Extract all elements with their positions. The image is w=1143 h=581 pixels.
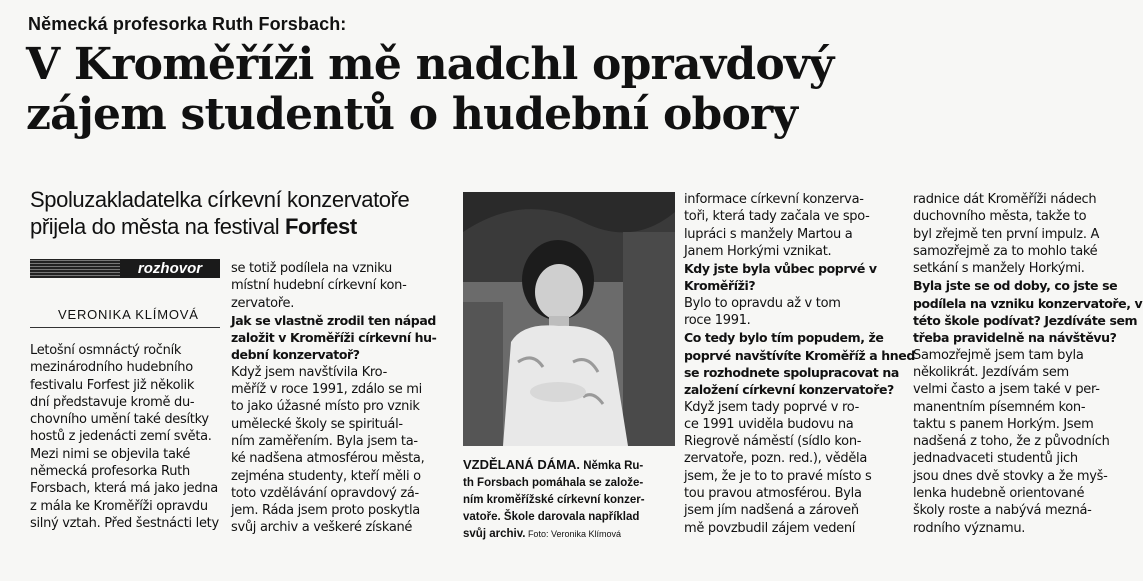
text-line: Co tedy bylo tím popudem, že [684,330,884,346]
text-line: mě povzbudil zájem vedení [684,520,856,536]
text-line: zervatoře. [231,295,295,311]
deck-text: přijela do města na festival [30,214,285,239]
text-line: Byla jste se od doby, co jste se [913,278,1118,294]
text-line: jsem, že je to to pravé místo s [684,468,872,484]
text-line: lenka hudebně orientované [913,486,1085,502]
headline-line: V Kroměříži mě nadchl opravdový [26,39,834,90]
text-line: zervatoře, pozn. red.), věděla [684,451,868,467]
text-line: festivalu Forfest již několik [30,377,195,393]
text-column-1 [30,342,219,532]
text-line: Když jsem navštívila Kro- [231,364,387,380]
photo-caption [463,456,645,543]
caption-text: svůj archiv. [463,528,526,540]
text-line: dní představuje kromě du- [30,394,195,410]
text-line: měříž v roce 1991, zdálo se mi [231,382,422,398]
text-line: Riegrově náměstí (sídlo kon- [684,434,862,450]
text-line: z mála ke Kroměříži opravdu [30,498,208,514]
text-line: ním zaměřením. Byla jsem ta- [231,433,418,449]
caption-line [463,456,645,475]
text-line: školy roste a nabývá mezná- [913,503,1092,519]
caption-line [463,475,645,492]
text-line: toři, která tady začala ve spo- [684,209,870,225]
text-line: třeba pravidelně na návštěvu? [913,330,1117,346]
text-line: hostů z jedenácti zemí světa. [30,429,212,445]
text-line: Samozřejmě jsem tam byla [913,347,1084,363]
headline-line: zájem studentů o hudební obory [26,89,798,140]
text-column-4 [913,191,1142,537]
text-line: založení církevní konzervatoře? [684,382,894,398]
text-line: tou pravou atmosférou. Byla [684,486,862,502]
text-line: založit v Kroměříži církevní hu- [231,330,437,346]
text-column-3 [684,191,915,537]
text-line: Forsbach, která má jako jedna [30,481,218,497]
text-line: zejména studenty, kteří měli o [231,468,421,484]
text-line: Kroměříži? [684,278,756,294]
text-line: dební konzervatoř? [231,347,360,363]
text-line: toto vzdělávání opravdový zá- [231,485,419,501]
deck-line [30,213,409,240]
caption-text: vatoře. Škole darovala například [463,511,640,523]
caption-line [463,492,645,509]
text-line: setkání s manžely Horkými. [913,261,1085,277]
portrait-illustration [463,192,675,446]
text-line: se totiž podílela na vzniku [231,261,392,276]
text-line: Kdy jste byla vůbec poprvé v [684,261,877,277]
text-line: mezinárodního hudebního [30,360,193,376]
text-line: se rozhodnete spolupracovat na [684,364,899,380]
text-line: jsem jím nadšená a zároveň [684,503,859,519]
text-line: jsou dnes dvě stovky a že myš- [913,468,1108,484]
portrait-photo [463,192,675,446]
text-line: samozřejmě za to mohlo také [913,243,1098,259]
text-line: ké nadšena atmosférou města, [231,451,425,467]
deck-line: Spoluzakladatelka církevní konzervatoře [30,187,410,212]
text-line: Janem Horkými vznikat. [684,243,832,259]
text-line: jednadvaceti studentů jich [913,451,1078,467]
text-line: to jako úžasné místo pro vznik [231,399,420,415]
section-tag: rozhovor [120,259,220,278]
text-line: velmi často a jsem také v per- [913,382,1100,398]
text-line: Když jsem tady poprvé v ro- [684,399,860,415]
text-line: chovního umění také desítky [30,412,209,428]
text-line: ce 1991 uviděla budovu na [684,416,854,432]
text-line: rodního významu. [913,520,1026,536]
caption-line [463,509,645,526]
photo-credit: Foto: Veronika Klímová [525,529,621,539]
text-line: německá profesorka Ruth [30,464,190,480]
text-column-2 [231,260,436,537]
text-line: Mezi nimi se objevila také [30,446,191,462]
caption-text: ním kroměřížské církevní konzer- [463,494,645,506]
text-line: Bylo to opravdu až v tom [684,295,841,311]
text-line: umělecké školy se spirituál- [231,416,403,432]
text-line: svůj archiv a veškeré získané [231,520,413,536]
text-line: duchovního města, takže to [913,209,1087,225]
deck-festival-name: Forfest [284,214,357,239]
text-line: podílela na vzniku konzervatoře, v [913,295,1143,311]
deck [30,186,409,240]
text-line: Letošní osmnáctý ročník [30,343,182,358]
kicker: Německá profesorka Ruth Forsbach: [28,14,347,34]
text-line: poprvé navštívíte Kroměříž a hned [684,347,915,363]
author-byline: VERONIKA KLÍMOVÁ [58,307,199,322]
headline [26,40,833,140]
text-line: byl zřejmě ten první impulz. A [913,226,1100,242]
text-line: místní hudební církevní kon- [231,278,407,294]
text-line: informace církevní konzerva- [684,192,864,207]
caption-text: Němka Ru- [580,460,644,472]
text-line: radnice dát Kroměříži nádech [913,192,1097,207]
caption-lead: VZDĚLANÁ DÁMA. [463,457,580,472]
text-line: několikrát. Jezdívám sem [913,364,1069,380]
text-line: Jak se vlastně zrodil ten nápad [231,312,436,328]
caption-text: th Forsbach pomáhala se založe- [463,477,644,489]
byline-divider [30,327,220,328]
text-line: lupráci s manžely Martou a [684,226,853,242]
caption-line [463,526,645,543]
text-line: této škole podívat? Jezdíváte sem [913,313,1138,329]
text-line: taktu s panem Horkým. Jsem [913,416,1094,432]
text-line: manentním písemném kon- [913,399,1086,415]
text-line: nadšená z toho, že z původních [913,434,1110,450]
text-line: roce 1991. [684,313,751,329]
text-line: silný vztah. Před šestnácti lety [30,515,219,531]
text-line: jem. Ráda jsem proto poskytla [231,503,420,519]
